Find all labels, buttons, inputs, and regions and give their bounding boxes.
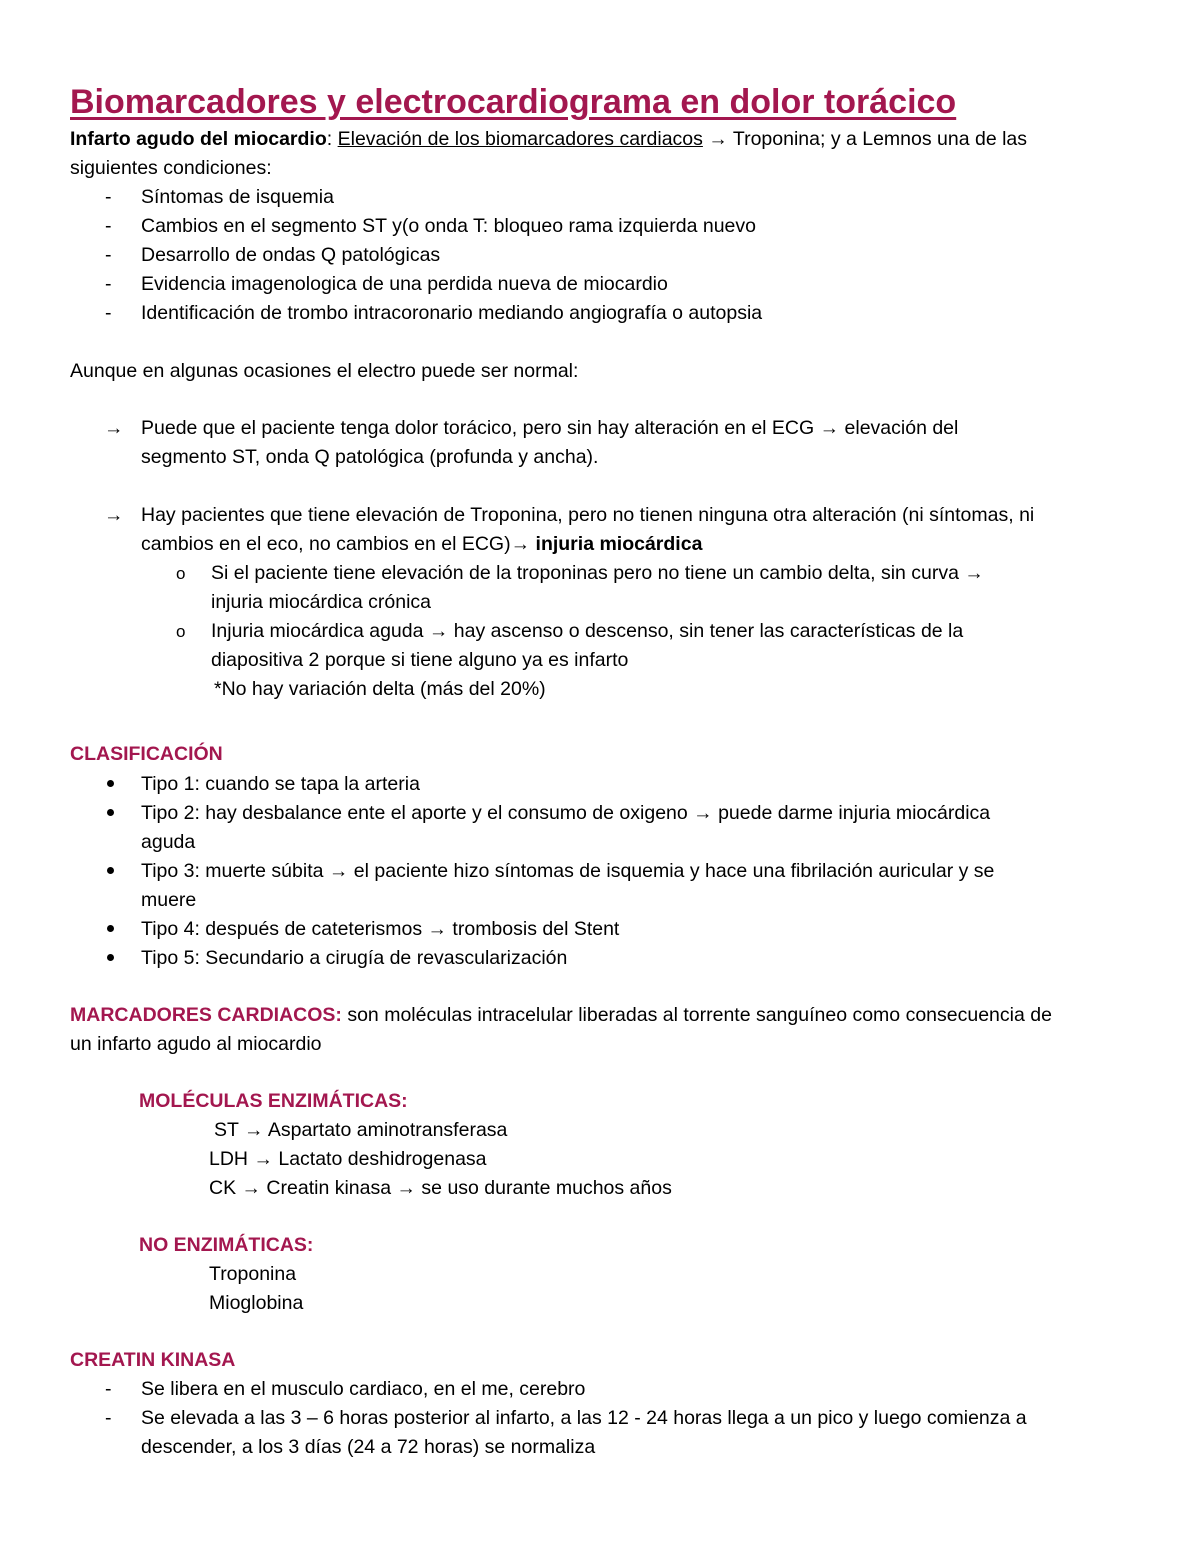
sub-item-text-2: hay ascenso o descenso, sin tener las características de la <box>448 620 964 642</box>
arrow-icon: → <box>396 1177 417 1199</box>
circle-marker: o <box>176 622 186 641</box>
tipo-2-text: Tipo 2: hay desbalance ente el aporte y el consumo de oxigeno <box>141 802 688 824</box>
dash-marker: - <box>105 244 112 266</box>
ck-item-1: Se libera en el musculo cardiaco, en el me, cerebro <box>141 1378 586 1400</box>
tipo-3-line-1 <box>141 857 994 886</box>
arrow-icon: → <box>241 1177 262 1199</box>
arrow-icon: → <box>428 620 449 642</box>
sub-item-2-line-2: diapositiva 2 porque si tiene alguno ya es infarto <box>211 649 629 671</box>
marcadores-heading: MARCADORES CARDIACOS: <box>70 1004 342 1026</box>
ck-item-2-line-2: descender, a los 3 días (24 a 72 horas) se normaliza <box>141 1436 596 1458</box>
arrow-icon: → <box>819 417 840 439</box>
arrow-icon: → <box>328 860 349 882</box>
tipo-4-text-2: trombosis del Stent <box>447 918 620 940</box>
tipo-2-text-2: puede darme injuria miocárdica <box>712 802 991 824</box>
arrow-icon: → <box>693 802 713 824</box>
troponin-point-line-1: Hay pacientes que tiene elevación de Troponina, pero no tienen ninguna otra alteración (ni síntomas, ni <box>141 504 1035 526</box>
tipo-3-text-2: el paciente hizo síntomas de isquemia y hace una fibrilación auricular y se <box>348 860 995 882</box>
circle-marker: o <box>176 564 186 583</box>
sub-item-2-line-3: *No hay variación delta (más del 20%) <box>214 678 546 700</box>
tipo-5: Tipo 5: Secundario a cirugía de revascularización <box>141 947 568 969</box>
ecg-point-text: Puede que el paciente tenga dolor torácico, pero sin hay alteración en el ECG <box>141 417 815 439</box>
enzima-st <box>214 1116 507 1145</box>
clasificacion-heading: CLASIFICACIÓN <box>70 743 223 765</box>
note-text: Aunque en algunas ocasiones el electro puede ser normal: <box>70 360 579 382</box>
ecg-point-line-2: segmento ST, onda Q patológica (profunda y ancha). <box>141 446 599 468</box>
tipo-2-line-2: aguda <box>141 831 196 853</box>
sub-item-text: Injuria miocárdica aguda <box>211 620 424 642</box>
intro-line-2: siguientes condiciones: <box>70 157 272 179</box>
dash-marker: - <box>105 273 112 295</box>
arrow-icon: → <box>244 1119 264 1141</box>
condition-item: Identificación de trombo intracoronario mediando angiografía o autopsia <box>141 302 763 324</box>
tipo-2-line-1 <box>141 799 990 828</box>
arrow-icon: → <box>510 533 531 555</box>
sub-item-1-line-2: injuria miocárdica crónica <box>211 591 432 613</box>
bullet-icon <box>107 925 114 932</box>
condition-item: Desarrollo de ondas Q patológicas <box>141 244 441 266</box>
intro-colon: : <box>326 128 333 150</box>
no-enzimaticas-heading: NO ENZIMÁTICAS: <box>139 1234 314 1256</box>
arrow-icon: → <box>253 1148 273 1170</box>
page-title: Biomarcadores y electrocardiograma en dolor torácico <box>70 83 957 121</box>
dash-marker: - <box>105 186 112 208</box>
tipo-3-line-2: muere <box>141 889 197 911</box>
intro-term: Infarto agudo del miocardio <box>70 128 327 150</box>
condition-item: Síntomas de isquemia <box>141 186 334 208</box>
no-enzimatica-item: Mioglobina <box>209 1292 304 1314</box>
injuria-bold: injuria miocárdica <box>530 533 703 555</box>
enzima-abbr: CK <box>209 1177 237 1199</box>
condition-item: Cambios en el segmento ST y(o onda T: bloqueo rama izquierda nuevo <box>141 215 756 237</box>
no-enzimatica-item: Troponina <box>209 1263 297 1285</box>
tipo-4-text: Tipo 4: después de cateterismos <box>141 918 423 940</box>
tipo-4 <box>141 915 619 944</box>
enzima-desc: Creatin kinasa <box>261 1177 392 1199</box>
bullet-icon <box>107 867 114 874</box>
enzima-abbr: LDH <box>209 1148 249 1170</box>
bullet-icon <box>107 809 114 816</box>
marcadores-text: son moléculas intracelular liberadas al torrente sanguíneo como consecuencia de <box>341 1004 1052 1026</box>
enzimaticas-heading: MOLÉCULAS ENZIMÁTICAS: <box>139 1090 408 1112</box>
bullet-icon <box>107 954 114 961</box>
bullet-icon <box>107 780 114 787</box>
intro-rest: Troponina; y a Lemnos una de las <box>727 128 1028 150</box>
intro-underlined: Elevación de los biomarcadores cardiacos <box>337 128 703 150</box>
enzima-ck <box>209 1174 672 1203</box>
sub-item-1-line-1 <box>211 559 984 588</box>
arrow-icon: → <box>964 562 984 584</box>
enzima-desc-2: se uso durante muchos años <box>416 1177 672 1199</box>
dash-marker: - <box>105 302 112 324</box>
dash-marker: - <box>105 1378 112 1400</box>
intro-line-1 <box>70 125 1027 154</box>
enzima-abbr: ST <box>214 1119 239 1141</box>
sub-item-text: Si el paciente tiene elevación de la troponinas pero no tiene un cambio delta, sin curva <box>211 562 959 584</box>
enzima-desc: Aspartato aminotransferasa <box>263 1119 508 1141</box>
arrow-icon: → <box>708 128 728 150</box>
arrow-bullet-icon: → <box>104 417 124 439</box>
enzima-desc: Lactato deshidrogenasa <box>272 1148 487 1170</box>
ck-item-2-line-1: Se elevada a las 3 – 6 horas posterior al infarto, a las 12 - 24 horas llega a un pico y luego comienza a <box>141 1407 1027 1429</box>
troponin-point-text: cambios en el eco, no cambios en el ECG) <box>141 533 511 555</box>
arrow-bullet-icon: → <box>104 504 124 526</box>
enzima-ldh <box>209 1145 487 1174</box>
condition-item: Evidencia imagenologica de una perdida nueva de miocardio <box>141 273 668 295</box>
dash-marker: - <box>105 215 112 237</box>
marcadores-line-2: un infarto agudo al miocardio <box>70 1033 322 1055</box>
creatin-kinasa-heading: CREATIN KINASA <box>70 1349 236 1371</box>
tipo-3-text: Tipo 3: muerte súbita <box>141 860 324 882</box>
ecg-point-text-2: elevación del <box>839 417 959 439</box>
arrow-icon: → <box>427 918 448 940</box>
sub-item-2-line-1 <box>211 617 963 646</box>
marcadores-line-1 <box>70 1001 1052 1030</box>
dash-marker: - <box>105 1407 112 1429</box>
troponin-point-line-2 <box>141 530 702 559</box>
ecg-point-line-1 <box>141 414 958 443</box>
tipo-1: Tipo 1: cuando se tapa la arteria <box>141 773 420 795</box>
